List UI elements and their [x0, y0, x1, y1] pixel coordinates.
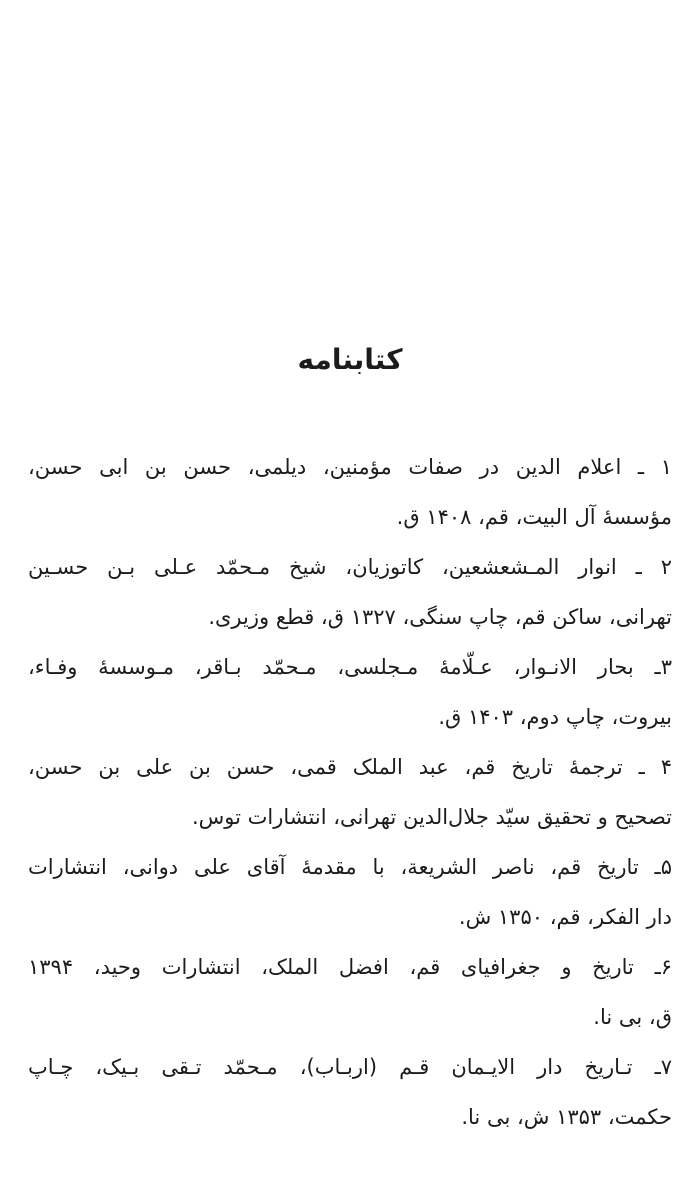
entry-1-line-2: مؤسسۀ آل البیت، قم، ۱۴۰۸ ق.	[396, 505, 672, 529]
entry-3-line-1: ۳ـ بحار الانـوار، عـلّامۀ مـجلسی، مـحمّد بـاقر، مـوسسۀ وفـاء،	[28, 655, 672, 679]
bibliography-entry-6	[28, 942, 672, 1042]
bibliography-entry-3	[28, 642, 672, 742]
entry-4-line-2: تصحیح و تحقیق سیّد جلال‌الدین تهرانی، انتشارات توس.	[191, 805, 672, 829]
bibliography-list	[28, 442, 672, 1142]
bibliography-entry-5	[28, 842, 672, 942]
bibliography-entry-2	[28, 542, 672, 642]
entry-2-line-1: ۲ ـ انوار المـشعشعین، کاتوزیان، شیخ مـحمّد عـلی بـن حسـین	[28, 555, 672, 579]
entry-5-line-2: دار الفکر، قم، ۱۳۵۰ ش.	[458, 905, 672, 929]
entry-7-line-2: حکمت، ۱۳۵۳ ش، بی نا.	[461, 1105, 672, 1129]
entry-1-line-1: ۱ ـ اعلام الدین در صفات مؤمنین، دیلمی، حسن بن ابی حسن،	[28, 455, 672, 479]
page-title: کتابنامه	[297, 343, 403, 376]
bibliography-entry-7	[28, 1042, 672, 1142]
entry-3-line-2: بیروت، چاپ دوم، ۱۴۰۳ ق.	[438, 705, 672, 729]
entry-6-line-1: ۶ـ تاریخ و جغرافیای قم، افضل الملک، انتشارات وحید، ۱۳۹۴	[28, 955, 672, 979]
entry-7-line-1: ۷ـ تـاریخ دار الایـمان قـم (اربـاب)، مـحمّد تـقی بـیک، چـاپ	[28, 1055, 672, 1079]
entry-2-line-2: تهرانی، ساکن قم، چاپ سنگی، ۱۳۲۷ ق، قطع وزیری.	[208, 605, 672, 629]
bibliography-entry-4	[28, 742, 672, 842]
entry-4-line-1: ۴ ـ ترجمۀ تاریخ قم، عبد الملک قمی، حسن بن علی بن حسن،	[28, 755, 672, 779]
entry-6-line-2: ق، بی نا.	[593, 1005, 672, 1029]
entry-5-line-1: ۵ـ تاریخ قم، ناصر الشریعة، با مقدمۀ آقای علی دوانی، انتشارات	[28, 855, 672, 879]
bibliography-entry-1	[28, 442, 672, 542]
